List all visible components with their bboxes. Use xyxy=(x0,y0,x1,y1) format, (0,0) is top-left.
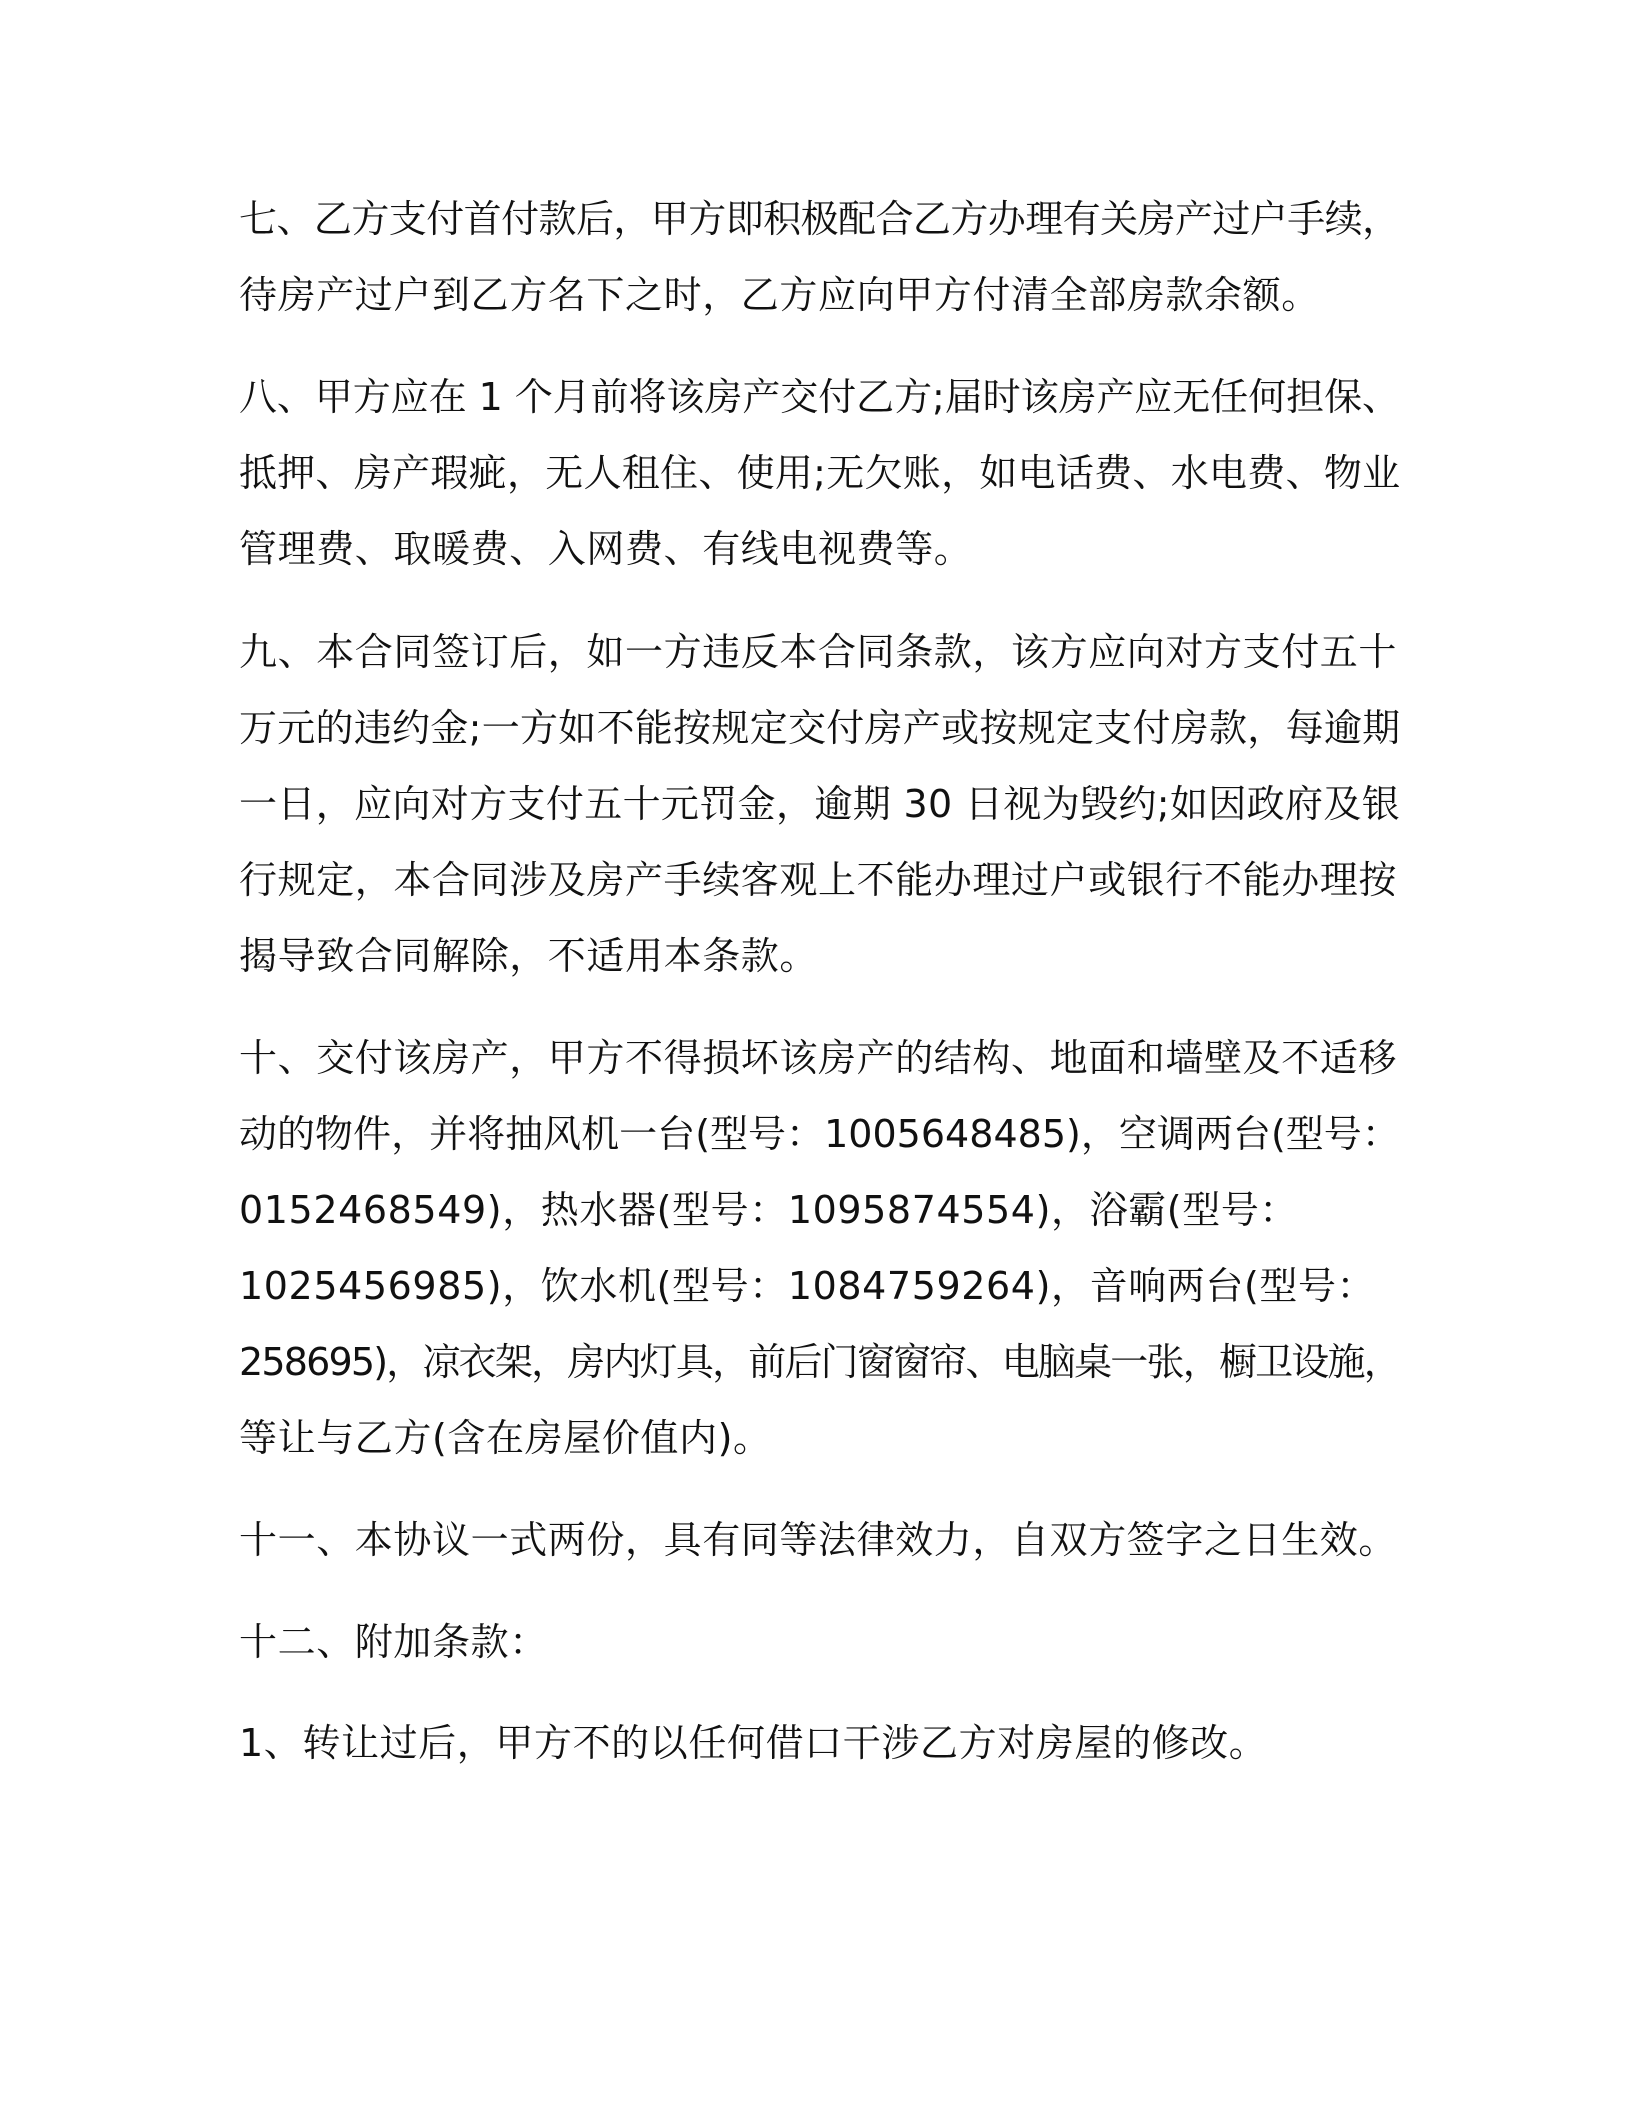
clause-8-line-3: 管理费、取暖费、入网费、有线电视费等。 xyxy=(239,527,973,571)
clause-7-line-1: 七、乙方支付首付款后，甲方即积极配合乙方办理有关房产过户手续， xyxy=(239,197,1400,241)
clause-9-line-2: 万元的违约金;一方如不能按规定交付房产或按规定支付房款，每逾期 xyxy=(239,706,1401,750)
clause-7-line-2: 待房产过户到乙方名下之时，乙方应向甲方付清全部房款余额。 xyxy=(239,273,1320,317)
clause-9-line-4: 行规定，本合同涉及房产手续客观上不能办理过户或银行不能办理按 xyxy=(239,858,1398,902)
clause-10-line-5: 258695)，凉衣架，房内灯具，前后门窗窗帘、电脑桌一张，橱卫设施， xyxy=(239,1340,1400,1384)
clause-10-line-1: 十、交付该房产，甲方不得损坏该房产的结构、地面和墙壁及不适移 xyxy=(239,1036,1398,1080)
clause-11-line-1: 十一、本协议一式两份，具有同等法律效力，自双方签字之日生效。 xyxy=(239,1518,1398,1562)
clause-9-line-3: 一日，应向对方支付五十元罚金，逾期 30 日视为毁约;如因政府及银 xyxy=(239,782,1401,826)
clause-12-line-1: 十二、附加条款： xyxy=(239,1620,548,1664)
clause-10-line-3: 0152468549)，热水器(型号：1095874554)，浴霸(型号： xyxy=(239,1188,1299,1232)
clause-9-line-1: 九、本合同签订后，如一方违反本合同条款，该方应向对方支付五十 xyxy=(239,630,1398,674)
clause-10-line-4: 1025456985)，饮水机(型号：1084759264)，音响两台(型号： xyxy=(239,1264,1376,1308)
clause-8-line-2: 抵押、房产瑕疵，无人租住、使用;无欠账，如电话费、水电费、物业 xyxy=(239,451,1401,495)
addendum-1-line-1: 1、转让过后，甲方不的以任何借口干涉乙方对房屋的修改。 xyxy=(239,1721,1268,1765)
clause-10-line-2: 动的物件，并将抽风机一台(型号：1005648485)，空调两台(型号： xyxy=(239,1112,1400,1156)
clause-9-line-5: 揭导致合同解除，不适用本条款。 xyxy=(239,934,819,978)
clause-8-line-1: 八、甲方应在 1 个月前将该房产交付乙方;届时该房产应无任何担保、 xyxy=(239,375,1400,419)
clause-10-line-6: 等让与乙方(含在房屋价值内)。 xyxy=(239,1416,772,1460)
